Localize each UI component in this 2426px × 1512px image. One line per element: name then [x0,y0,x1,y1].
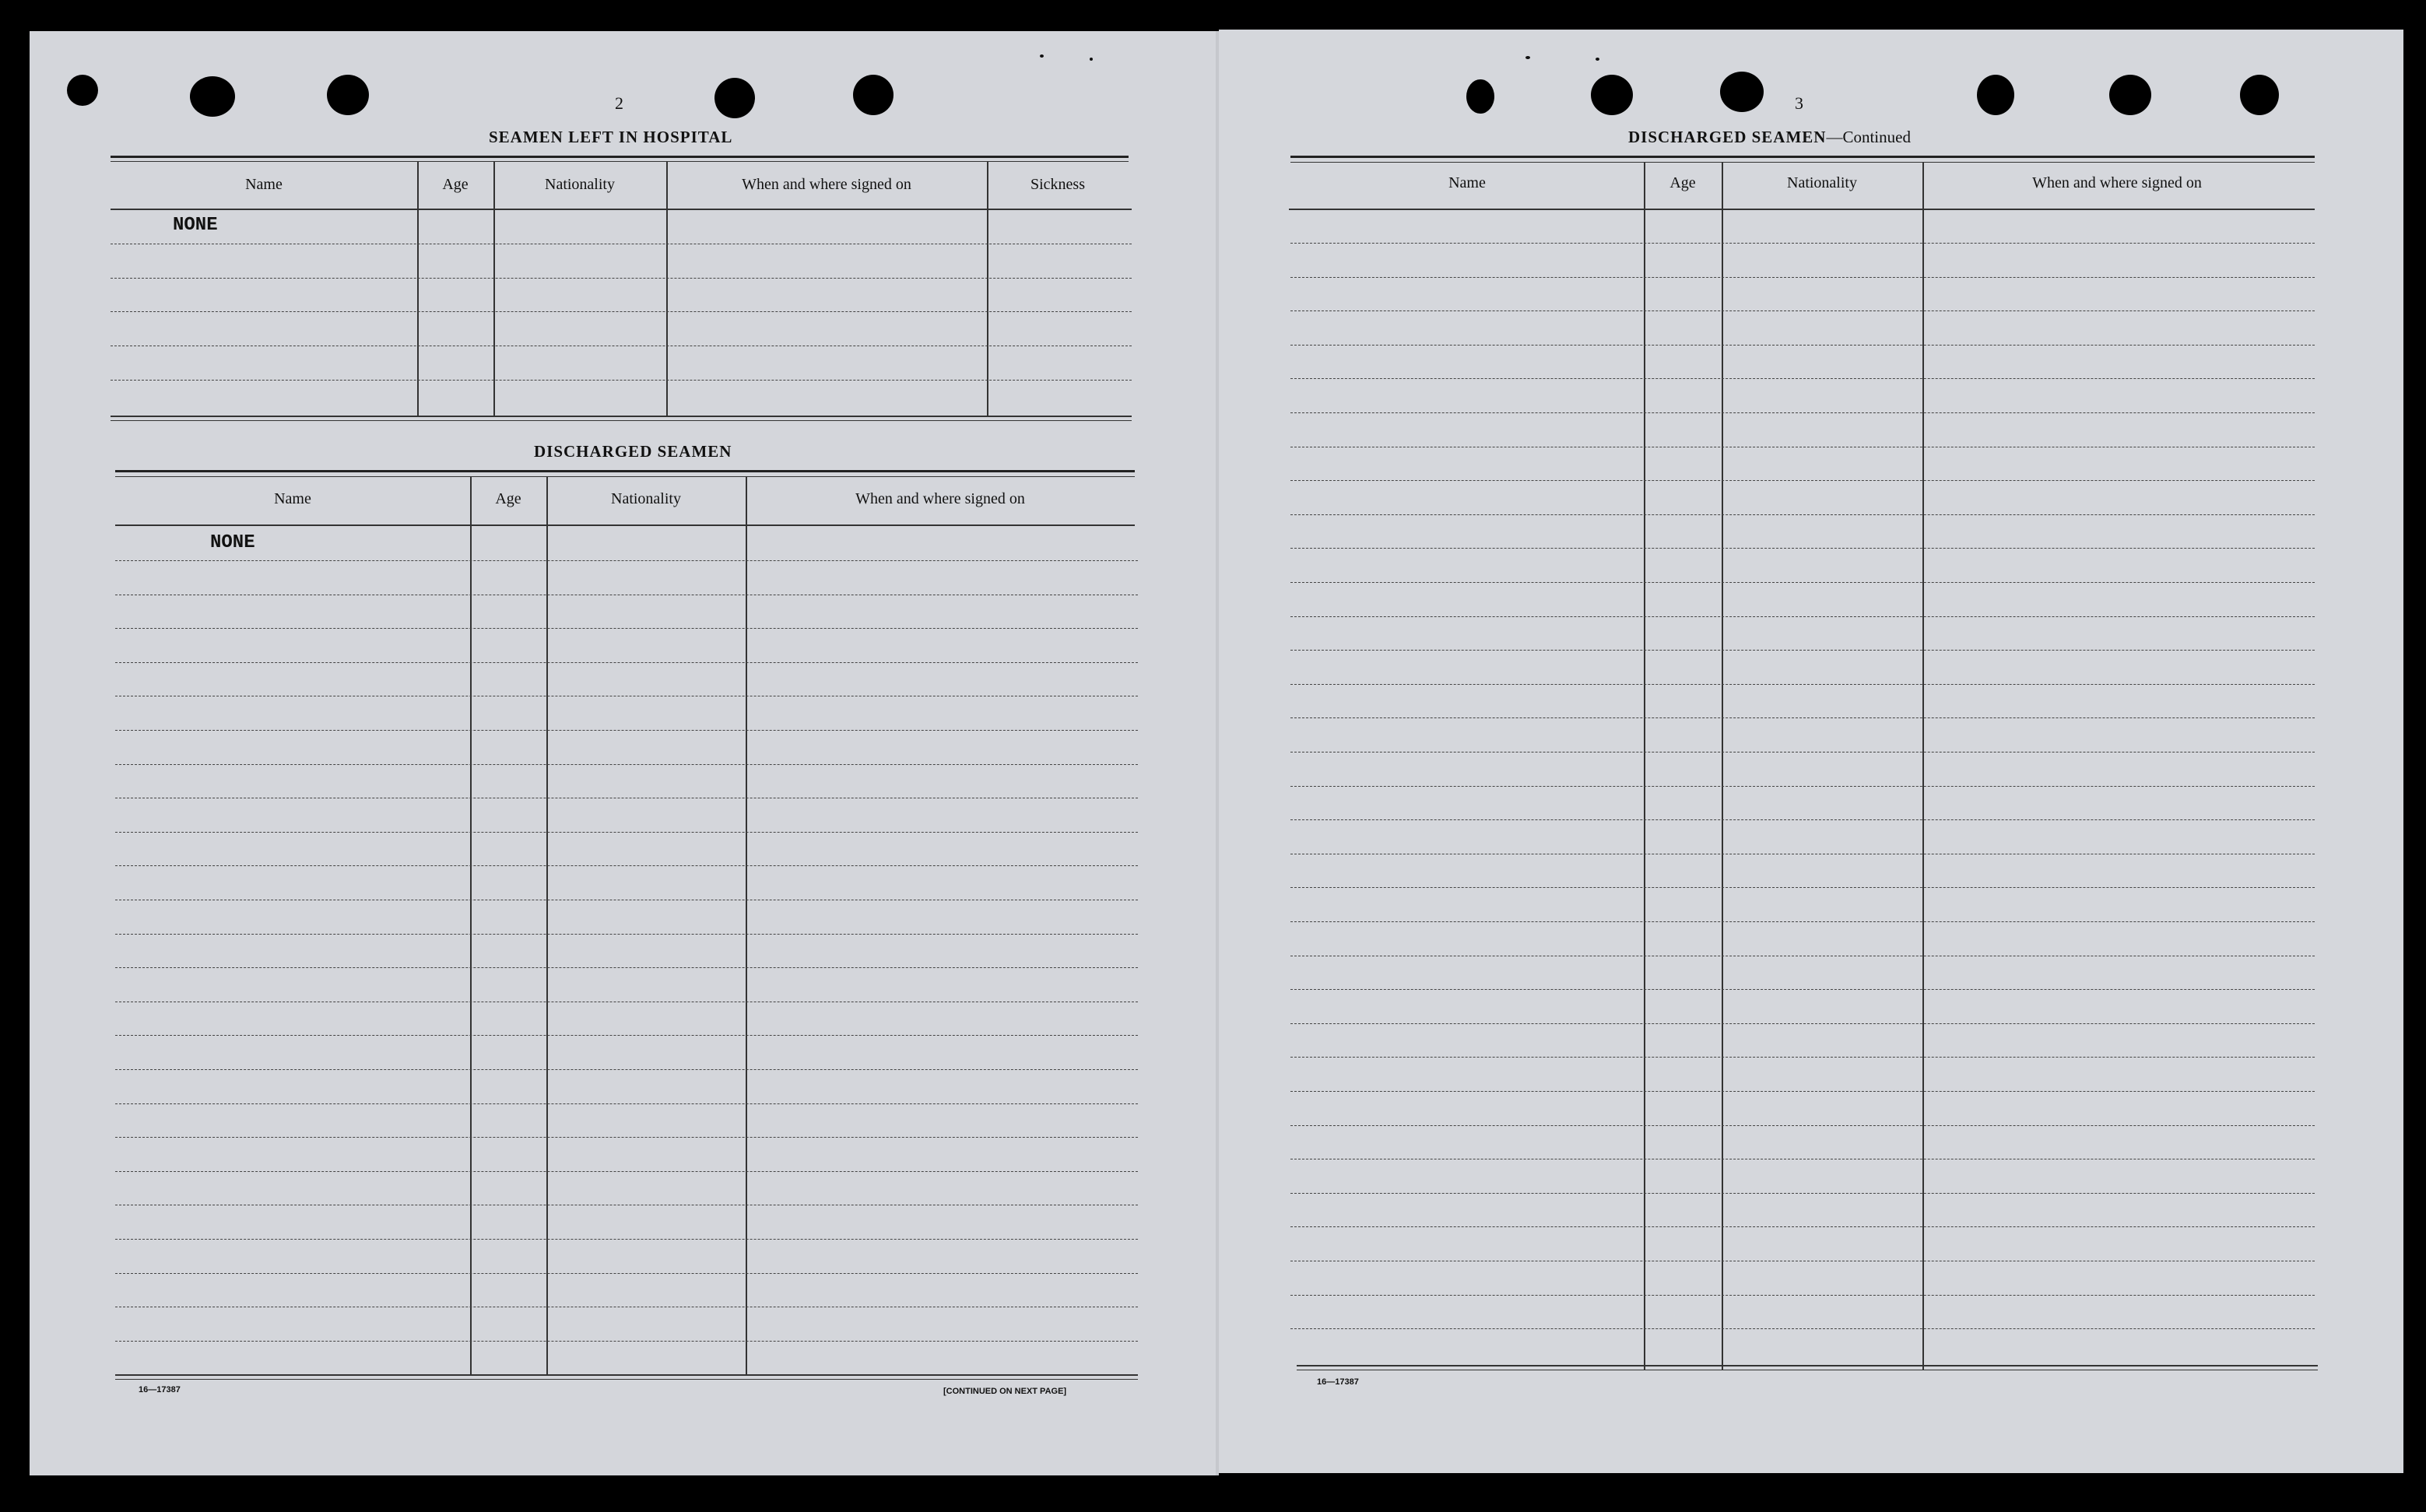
row-line [115,1341,1138,1342]
column-header-age: Age [442,176,469,193]
column-header-age: Age [1669,174,1696,191]
row-line [115,1103,1138,1104]
row-line [1290,1057,2315,1058]
row-line [1290,1091,2315,1092]
row-line [1290,989,2315,990]
form-number: 16—17387 [1317,1377,1359,1387]
left-page [30,31,1216,1475]
table-top-rule [115,476,1135,477]
column-divider [1644,162,1645,1370]
row-line [115,1239,1138,1240]
punch-hole [1720,72,1764,112]
punch-hole [327,75,369,115]
row-line [115,1069,1138,1070]
column-divider [493,162,495,416]
punch-hole [2109,75,2151,115]
speck [1090,58,1093,61]
column-header-signed-on: When and where signed on [855,490,1025,507]
punch-hole [853,75,894,115]
row-line [111,380,1132,381]
row-line [115,560,1138,561]
column-divider [746,476,747,1376]
punch-hole [1466,79,1494,114]
table-bottom-rule [115,1374,1138,1376]
column-divider [1922,162,1924,1370]
header-rule [115,524,1135,526]
hospital-entry-none: NONE [173,215,218,236]
row-line [115,662,1138,663]
row-line [1290,1226,2315,1227]
speck [1596,58,1599,61]
row-line [1290,582,2315,583]
row-line [1290,412,2315,413]
column-header-age: Age [495,490,521,507]
speck [1525,56,1530,59]
row-line [1290,684,2315,685]
row-line [1290,1023,2315,1024]
column-header-name: Name [274,490,311,507]
row-line [1290,616,2315,617]
row-line [1290,650,2315,651]
continued-note: [CONTINUED ON NEXT PAGE] [943,1387,1067,1396]
table-title-main: DISCHARGED SEAMEN [1628,128,1827,146]
column-header-signed-on: When and where signed on [742,176,911,193]
row-line [1290,1328,2315,1329]
column-divider [417,162,419,416]
discharged-entry-none: NONE [210,532,255,553]
table-title [1628,128,1911,147]
row-line [115,967,1138,968]
row-line [1290,921,2315,922]
row-line [1290,786,2315,787]
column-divider [987,162,988,416]
row-line [1290,378,2315,379]
row-line [115,730,1138,731]
table-top-rule [1290,156,2315,158]
column-header-nationality: Nationality [611,490,681,507]
row-line [115,1273,1138,1274]
row-line [1290,480,2315,481]
row-line [115,934,1138,935]
column-header-name: Name [1448,174,1486,191]
row-line [1290,548,2315,549]
column-header-name: Name [245,176,283,193]
table-bottom-rule [115,1379,1138,1380]
row-line [115,832,1138,833]
row-line [1290,277,2315,278]
column-divider [1722,162,1723,1370]
table-top-rule [115,470,1135,472]
row-line [115,1035,1138,1036]
row-line [1290,1193,2315,1194]
table-top-rule [1290,162,2315,163]
header-rule [111,209,1132,210]
row-line [115,764,1138,765]
column-divider [666,162,668,416]
column-header-sickness: Sickness [1030,176,1085,193]
row-line [1290,717,2315,718]
row-line [1290,514,2315,515]
row-line [1290,819,2315,820]
column-header-signed-on: When and where signed on [2032,174,2202,191]
table-title-continued: —Continued [1826,128,1911,146]
punch-hole [1977,75,2014,115]
table-bottom-rule [111,416,1132,417]
table-top-rule [111,156,1129,158]
column-divider [546,476,548,1376]
form-number: 16—17387 [139,1385,181,1394]
row-line [1290,887,2315,888]
header-rule [1289,209,2315,210]
row-line [115,1137,1138,1138]
punch-hole [2240,75,2279,115]
table-bottom-rule [111,420,1132,421]
hospital-table-title: SEAMEN LEFT IN HOSPITAL [489,128,733,146]
discharged-table-title: DISCHARGED SEAMEN [534,442,732,461]
punch-hole [67,75,98,106]
column-header-nationality: Nationality [545,176,615,193]
column-divider [470,476,472,1376]
punch-hole [190,76,235,117]
punch-hole [1591,75,1633,115]
table-bottom-rule [1297,1365,2318,1366]
row-line [111,311,1132,312]
row-line [1290,243,2315,244]
row-line [115,1171,1138,1172]
page-number: 3 [1795,93,1803,113]
row-line [1290,1295,2315,1296]
page-number: 2 [615,93,623,113]
row-line [111,278,1132,279]
column-header-nationality: Nationality [1787,174,1857,191]
speck [1040,54,1044,58]
punch-hole [714,78,755,118]
row-line [115,628,1138,629]
row-line [1290,1125,2315,1126]
row-line [1290,310,2315,311]
table-top-rule [111,161,1129,162]
row-line [1290,345,2315,346]
row-line [115,865,1138,866]
